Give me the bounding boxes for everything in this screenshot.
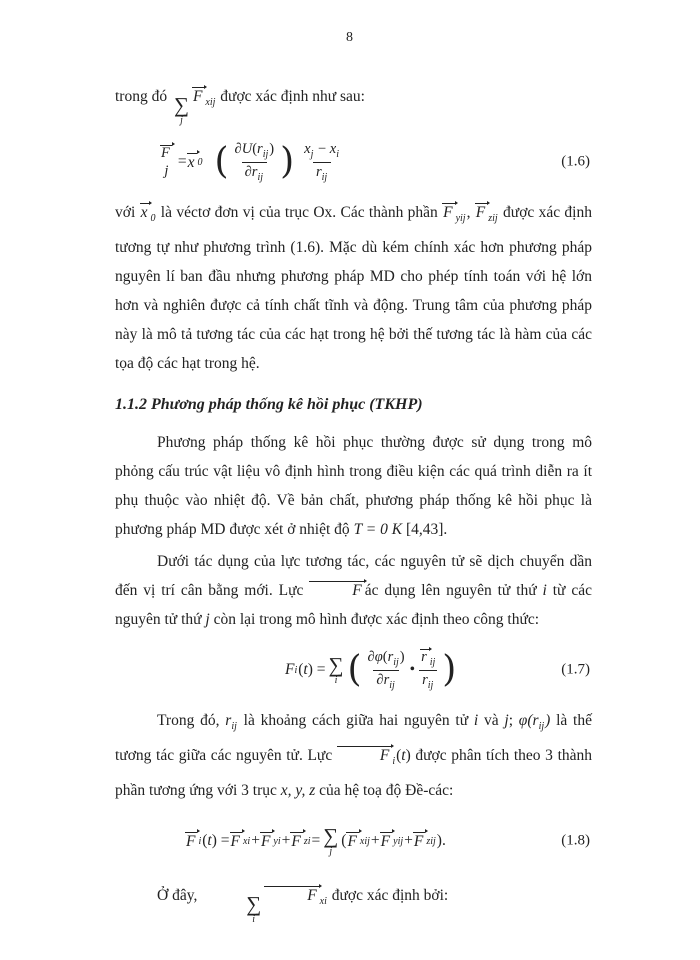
equation-1-6 — [115, 140, 592, 184]
equation-1-7-body: F i ( t ) = ∑ i ( $\frac{\partial\varphi(r_{ij})}{\partial r_{ij}}$ • $\frac{r _{ij}}{r_{ij}}$ ) — [285, 649, 457, 691]
page-body — [0, 46, 700, 925]
equation-1-7-number: (1.7) — [561, 661, 590, 678]
equation-1-8 — [115, 819, 592, 863]
equation-1-6-number: (1.6) — [561, 153, 590, 170]
paragraph-duoi-tac-dung: Dưới tác dụng của lực tương tác, các nguyên tử sẽ dịch chuyển dần đến vị trí cân bằng mới. Lực F ác dụng lên nguyên tử thứ i từ các nguyên tử thứ j còn lại trong mô hình được xác định theo công thức: — [115, 553, 592, 628]
intro-line: trong đó ∑ j F $_{xij}$ được xác định như sau: — [115, 88, 365, 126]
equation-1-8-number: (1.8) — [561, 832, 590, 849]
paragraph-o-day: Ở đây, ∑ i F $_{xi}$ được xác định bởi: — [157, 887, 449, 925]
paragraph-trong-do: Trong đó, $r_{ij}$ là khoảng cách giữa hai nguyên tử i và j; $\varphi(r_{ij})$ là thế tương tác giữa các nguyên tử. Lực F $_i$(t) được phân tích theo 3 thành phần tương ứng với 3 trục x, y, z của hệ toạ độ Đề-các: — [115, 712, 593, 799]
section-heading: 1.1.2 Phương pháp thống kê hồi phục (TKHP) — [115, 396, 423, 413]
paragraph-after-eq16: với x $_0$ là véctơ đơn vị của trục Ox. Các thành phần F $_{yij}$, F $_{zij}$ được xác định tương tự như phương trình (1.6). Mặc dù kém chính xác hơn phương pháp nguyên lí ban đầu nhưng phương pháp MD cho phép tính toán với hệ lớn hơn và nghiên được cả tính chất tĩnh và động. Trung tâm của phương pháp này là mô tả tương tác của các hạt trong hệ bởi thế tương tác là hàm của các tọa độ các hạt trong hệ. — [115, 204, 592, 372]
equation-1-6-body: F j = x 0 ( $\frac{\partial U(r_{ij})}{\partial r_{ij}}$ ) $\frac{x_j - x_i}{r_{ij}}$ — [161, 141, 340, 183]
paragraph-tkhp-intro: Phương pháp thống kê hồi phục thường được sử dụng trong mô phỏng cấu trúc vật liệu vô định hình trong điều kiện các quá trình diễn ra ít phụ thuộc vào nhiệt độ. Về bản chất, phương pháp thống kê hồi phục là phương pháp MD được xét ở nhiệt độ T = 0 K [4,43]. — [115, 434, 592, 538]
equation-1-8-body: F i ( t ) = F xi + F yi + F zi = ∑ j ( F xij + F yij + F zij ). — [186, 823, 446, 857]
page-number: 8 — [346, 30, 354, 45]
equation-1-7 — [115, 648, 592, 692]
